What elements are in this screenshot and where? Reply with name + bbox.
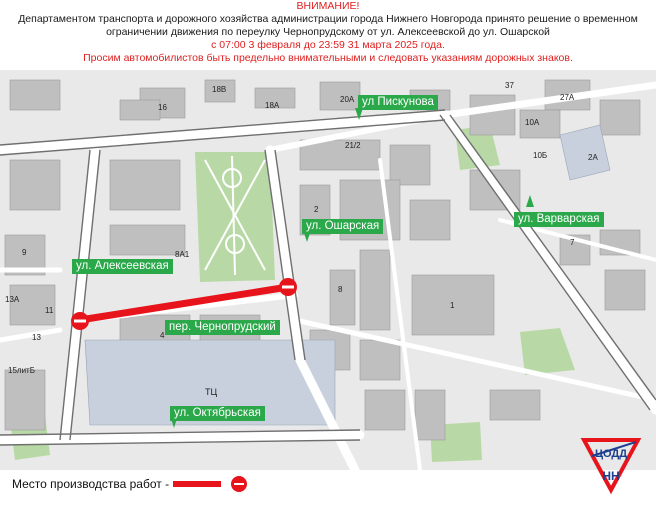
notice-header (0, 0, 656, 68)
notice-period: с 07:00 3 февраля до 23:59 31 марта 2025 года. (211, 39, 445, 51)
notice-line-2: ограничении движения по переулку Чернопрудскому от ул. Алексеевской до ул. Ошарской (106, 26, 550, 38)
street-label-chernoprudsky: пер. Чернопрудский (165, 320, 280, 335)
street-label-alekseevskaya: ул. Алексеевская (72, 259, 173, 274)
street-label-osharskaya: ул. Ошарская (302, 219, 383, 234)
street-label-piskunova: ул Пискунова (358, 95, 438, 110)
legend-closure-bar (173, 481, 221, 487)
house-4: 4 (160, 331, 165, 340)
house-10a: 10А (525, 118, 540, 127)
logo-top-text: ЦОДД (594, 448, 628, 460)
notice-appeal: Просим автомобилистов быть предельно внимательными и следовать указаниям дорожных знаков. (83, 52, 573, 64)
house-11: 11 (45, 306, 54, 315)
no-entry-sign-right (279, 278, 297, 296)
house-9: 9 (22, 248, 27, 257)
no-entry-sign-left (71, 312, 89, 330)
house-8a1: 8А1 (175, 250, 190, 259)
house-13: 13 (32, 333, 41, 342)
street-label-oktyabrskaya: ул. Октябрьская (170, 406, 265, 421)
codd-logo (578, 432, 644, 498)
house-15litb: 15литБ (8, 366, 35, 375)
house-7: 7 (570, 238, 575, 247)
house-1: 1 (450, 301, 455, 310)
house-18v: 18В (212, 85, 227, 94)
house-2a: 2А (588, 153, 598, 162)
house-37: 37 (505, 81, 514, 90)
house-13a: 13А (5, 295, 20, 304)
house-20a: 20А (340, 95, 355, 104)
house-10b: 10Б (533, 151, 548, 160)
map-legend (12, 472, 432, 496)
house-27a: 27А (560, 93, 575, 102)
street-label-varvarskaya: ул. Варварская (514, 212, 604, 227)
house-8: 8 (338, 285, 343, 294)
house-16: 16 (158, 103, 167, 112)
notice-line-1: Департаментом транспорта и дорожного хозяйства администрации города Нижнего Новгорода принято решение о временном (18, 13, 638, 25)
house-tc: ТЦ (205, 387, 218, 397)
house-21-2: 21/2 (345, 141, 361, 150)
notice-warning: ВНИМАНИЕ! (296, 0, 360, 12)
no-entry-icon (231, 476, 247, 492)
house-18a: 18А (265, 101, 280, 110)
logo-bottom-text: НН (602, 469, 620, 483)
legend-text: Место производства работ - (12, 477, 170, 491)
codd-logo-graphic (578, 432, 644, 498)
house-2: 2 (314, 205, 319, 214)
